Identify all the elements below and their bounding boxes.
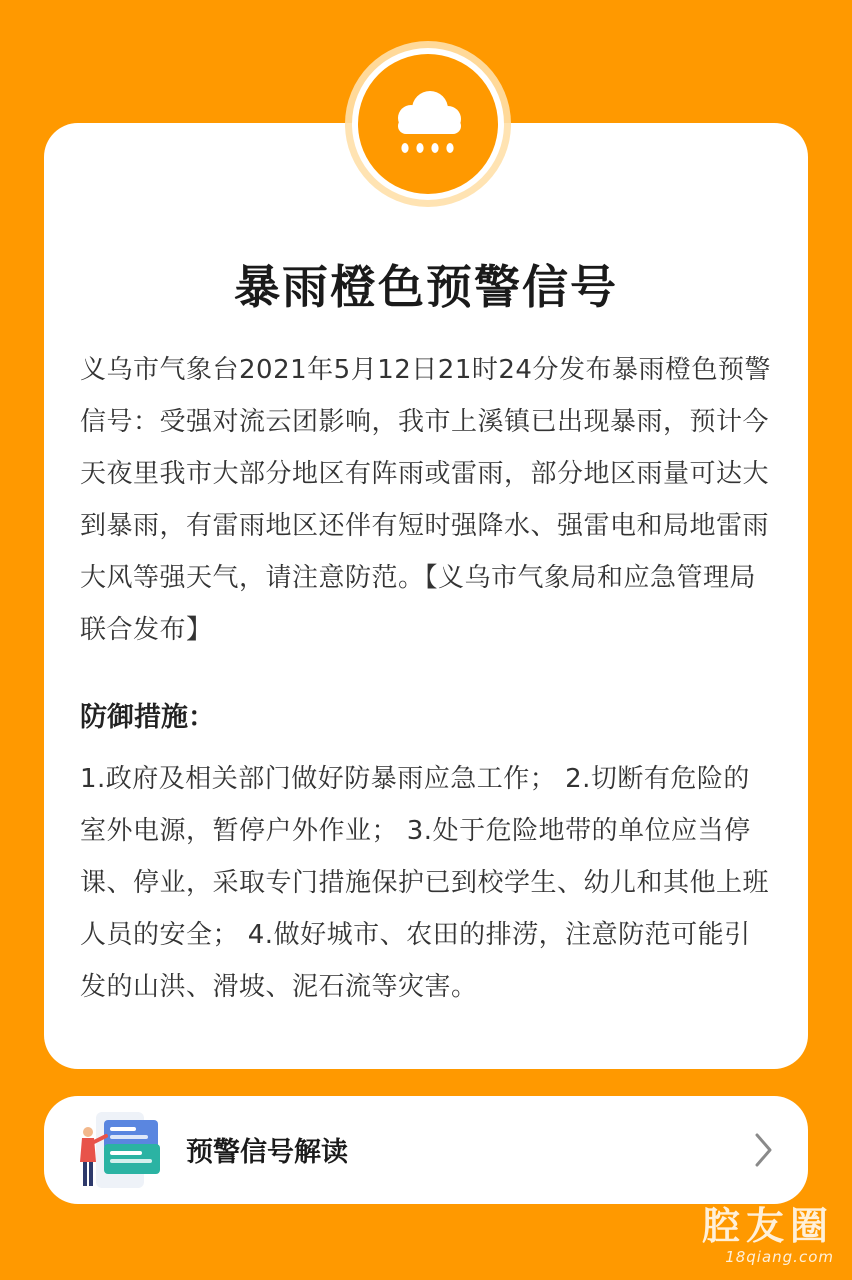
warning-card <box>44 123 808 1069</box>
rain-warning-badge <box>358 54 498 194</box>
watermark-url: 18qiang.com <box>725 1248 834 1266</box>
warning-body: 义乌市气象台2021年5月12日21时24分发布暴雨橙色预警信号：受强对流云团影响，我市上溪镇已出现暴雨，预计今天夜里我市大部分地区有阵雨或雷雨，部分地区雨量可达大到暴雨，有雷雨地区还伴有短时强降水、强雷电和局地雷雨大风等强天气，请注意防范。【义乌市气象局和应急管理局联合发布】 <box>80 355 771 645</box>
interpretation-link-label: 预警信号解读 <box>186 1137 348 1168</box>
presenter-illustration <box>74 1102 170 1198</box>
defense-measures-heading: 防御措施： <box>80 702 215 733</box>
site-watermark <box>702 1204 834 1266</box>
defense-measures-text: 1.政府及相关部门做好防暴雨应急工作； 2.切断有危险的室外电源，暂停户外作业； 3.处于危险地带的单位应当停课、停业，采取专门措施保护已到校学生、幼儿和其他上班人员的安全； 4.做好城市、农田的排涝，注意防范可能引发的山洪、滑坡、泥石流等灾害。 <box>80 764 770 1002</box>
watermark-logo-text: 腔友圈 <box>701 1204 834 1248</box>
warning-title: 暴雨橙色预警信号 <box>234 260 618 314</box>
chevron-right-icon[interactable] <box>754 1132 774 1168</box>
interpretation-link-card[interactable] <box>44 1096 808 1204</box>
heavy-rain-cloud-icon <box>386 88 470 160</box>
